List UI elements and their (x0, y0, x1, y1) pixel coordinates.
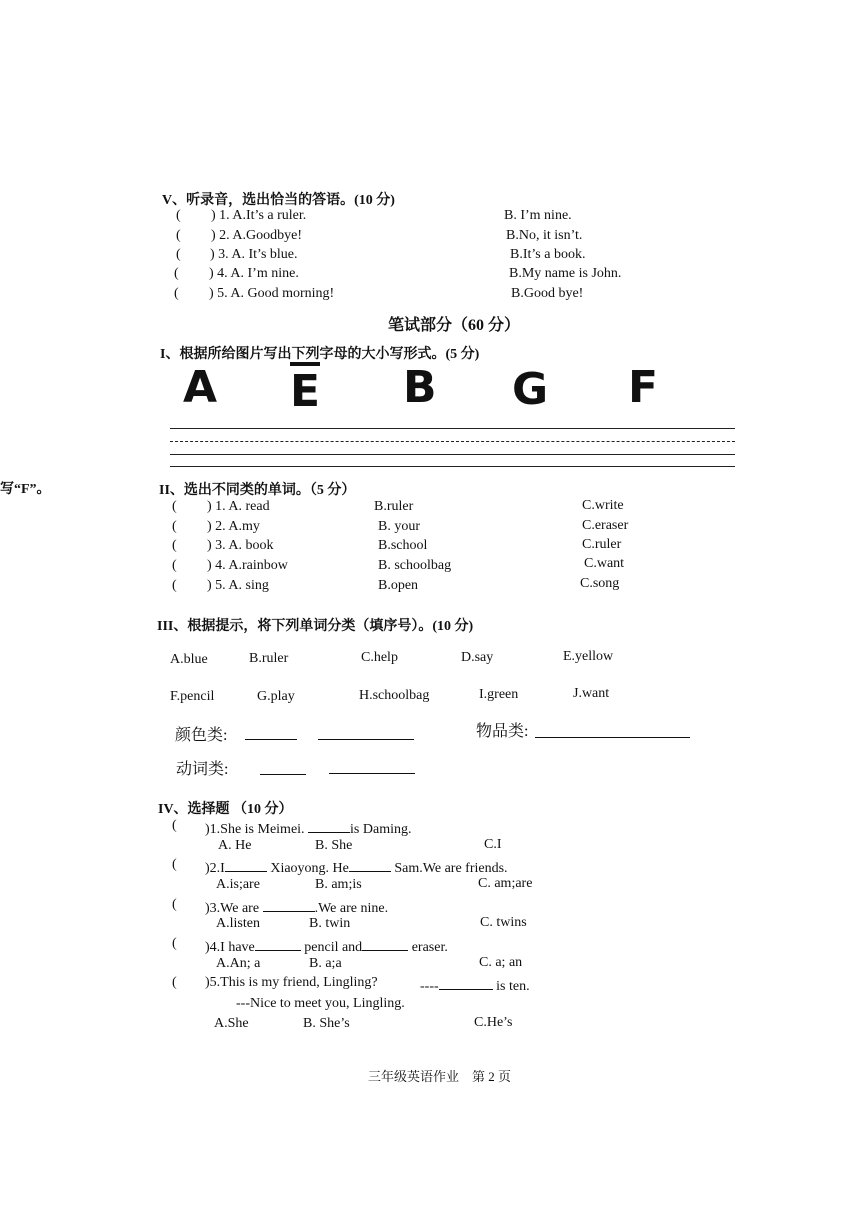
writing-line (170, 441, 735, 442)
word-item: I.green (479, 687, 519, 702)
section-4-title: IV、选择题 （10 分） (158, 802, 293, 817)
question-3-text: )3.We are (205, 901, 263, 916)
word-item: A.blue (170, 652, 208, 667)
section-5-item-b: B.My name is John. (509, 266, 622, 281)
word-item: F.pencil (170, 689, 215, 704)
word-item: E.yellow (563, 649, 614, 664)
answer-paren: ( (172, 558, 177, 573)
word-item: D.say (461, 650, 494, 665)
answer-paren: ( (172, 818, 177, 833)
section-5-item-a: ) 4. A. I’m nine. (209, 266, 299, 281)
word-item: B.ruler (249, 651, 289, 666)
question-3-option-c: C. twins (480, 915, 527, 930)
question-2-text-mid: Xiaoyong. He (266, 861, 349, 876)
answer-paren: ( (172, 897, 177, 912)
section-5-item-a: ) 5. A. Good morning! (209, 286, 335, 301)
verb-blank-1[interactable] (260, 758, 306, 775)
section-2-item-c: C.eraser (582, 518, 629, 533)
section-2-item-b: B.school (378, 538, 428, 553)
object-blank[interactable] (535, 721, 690, 738)
question-4 (205, 936, 448, 956)
question-1-blank[interactable] (308, 818, 350, 833)
section-5-item-a: ) 2. A.Goodbye! (211, 228, 302, 243)
answer-paren: ( (174, 286, 179, 301)
answer-paren: ( (172, 975, 177, 990)
section-2-item-a: ) 3. A. book (207, 538, 274, 553)
section-2-item-b: B. schoolbag (378, 558, 452, 573)
question-5-response: ---Nice to meet you, Lingling. (236, 996, 405, 1011)
question-2-blank-1[interactable] (225, 857, 267, 872)
question-4-text-end: eraser. (408, 940, 448, 955)
question-5-option-b: B. She’s (303, 1016, 350, 1031)
section-5-item-a: ) 1. A.It’s a ruler. (211, 208, 307, 223)
word-item: G.play (257, 689, 295, 704)
section-5-item-b: B. I’m nine. (504, 208, 572, 223)
letter-b-picture: B (403, 362, 437, 413)
question-4-option-a: A.An; a (216, 956, 261, 971)
section-2-item-a: ) 2. A.my (207, 519, 260, 534)
letter-f-picture: F (628, 362, 659, 413)
question-4-text: )4.I have (205, 940, 255, 955)
question-5-dashes: ---- (420, 979, 439, 994)
answer-paren: ( (176, 208, 181, 223)
question-1-text-end: is Daming. (350, 822, 412, 837)
section-2-item-c: C.write (582, 498, 624, 513)
question-4-option-b: B. a;a (309, 956, 342, 971)
section-2-item-b: B. your (378, 519, 420, 534)
answer-paren: ( (172, 578, 177, 593)
answer-paren: ( (172, 538, 177, 553)
section-5-item-b: B.Good bye! (511, 286, 584, 301)
question-4-option-c: C. a; an (479, 955, 523, 970)
section-2-item-a: ) 1. A. read (207, 499, 270, 514)
question-2-text-end: Sam.We are friends. (390, 861, 508, 876)
question-5-option-a: A.She (214, 1016, 249, 1031)
question-4-blank-1[interactable] (255, 936, 301, 951)
question-1-option-b: B. She (315, 838, 353, 853)
word-item: J.want (573, 686, 610, 701)
section-5-item-b: B.No, it isn’t. (506, 228, 583, 243)
page-footer: 三年级英语作业 第 2 页 (368, 1069, 512, 1084)
question-5-text: )5.This is my friend, Lingling? (205, 975, 378, 990)
answer-paren: ( (172, 499, 177, 514)
section-5-item-b: B.It’s a book. (510, 247, 586, 262)
question-3-option-b: B. twin (309, 916, 351, 931)
section-5-item-a: ) 3. A. It’s blue. (210, 247, 298, 262)
question-2-option-a: A.is;are (216, 877, 260, 892)
answer-paren: ( (172, 936, 177, 951)
question-5-text-end: is ten. (492, 979, 530, 994)
section-2-item-a: ) 5. A. sing (207, 578, 269, 593)
section-2-item-c: C.ruler (582, 537, 622, 552)
question-3-option-a: A.listen (216, 916, 260, 931)
writing-line (170, 466, 735, 467)
writing-line (170, 454, 735, 455)
written-part-title: 笔试部分（60 分） (388, 317, 521, 334)
section-3-title: III、根据提示，将下列单词分类（填序号）。(10 分) (157, 619, 474, 634)
letter-g-picture: G (512, 364, 549, 415)
object-category-label: 物品类: (476, 723, 529, 740)
question-5-reply (420, 975, 530, 995)
question-1-text: )1.She is Meimei. (205, 822, 309, 837)
question-2-option-c: C. am;are (478, 876, 533, 891)
section-2-item-b: B.open (378, 578, 419, 593)
color-category-label: 颜色类: (175, 727, 228, 744)
section-1-title: I、根据所给图片写出下列字母的大小写形式。(5 分) (160, 347, 480, 362)
verb-category-label: 动词类: (176, 761, 229, 778)
writing-line (170, 428, 735, 429)
section-2-item-a: ) 4. A.rainbow (207, 558, 288, 573)
question-2 (205, 857, 508, 877)
question-5-option-c: C.He’s (474, 1015, 513, 1030)
question-5-blank[interactable] (439, 975, 493, 990)
question-3-text-end: .We are nine. (314, 901, 389, 916)
question-1-option-c: C.I (484, 837, 502, 852)
question-5 (205, 975, 378, 991)
question-4-text-mid: pencil and (300, 940, 363, 955)
letter-a-picture: A (183, 362, 218, 413)
question-4-blank-2[interactable] (362, 936, 408, 951)
question-1 (205, 818, 412, 838)
answer-paren: ( (176, 228, 181, 243)
section-2-item-c: C.want (584, 556, 625, 571)
color-blank-2[interactable] (318, 723, 414, 740)
question-1-option-a: A. He (218, 838, 252, 853)
section-2-item-b: B.ruler (374, 499, 414, 514)
verb-blank-2[interactable] (329, 757, 415, 774)
color-blank-1[interactable] (245, 723, 297, 740)
answer-paren: ( (172, 857, 177, 872)
answer-paren: ( (172, 519, 177, 534)
edge-fragment: 写“F”。 (0, 482, 51, 497)
section-5-title: V、听录音，选出恰当的答语。(10 分) (162, 193, 395, 208)
question-2-text: )2.I (205, 861, 225, 876)
question-2-option-b: B. am;is (315, 877, 362, 892)
question-3-blank[interactable] (263, 897, 315, 912)
question-2-blank-2[interactable] (349, 857, 391, 872)
word-item: C.help (361, 650, 398, 665)
answer-paren: ( (174, 266, 179, 281)
letter-e-picture: E (290, 362, 320, 417)
section-2-title: II、选出不同类的单词。（5 分） (159, 483, 356, 498)
question-3 (205, 897, 388, 917)
section-2-item-c: C.song (580, 576, 620, 591)
word-item: H.schoolbag (359, 688, 430, 703)
answer-paren: ( (176, 247, 181, 262)
